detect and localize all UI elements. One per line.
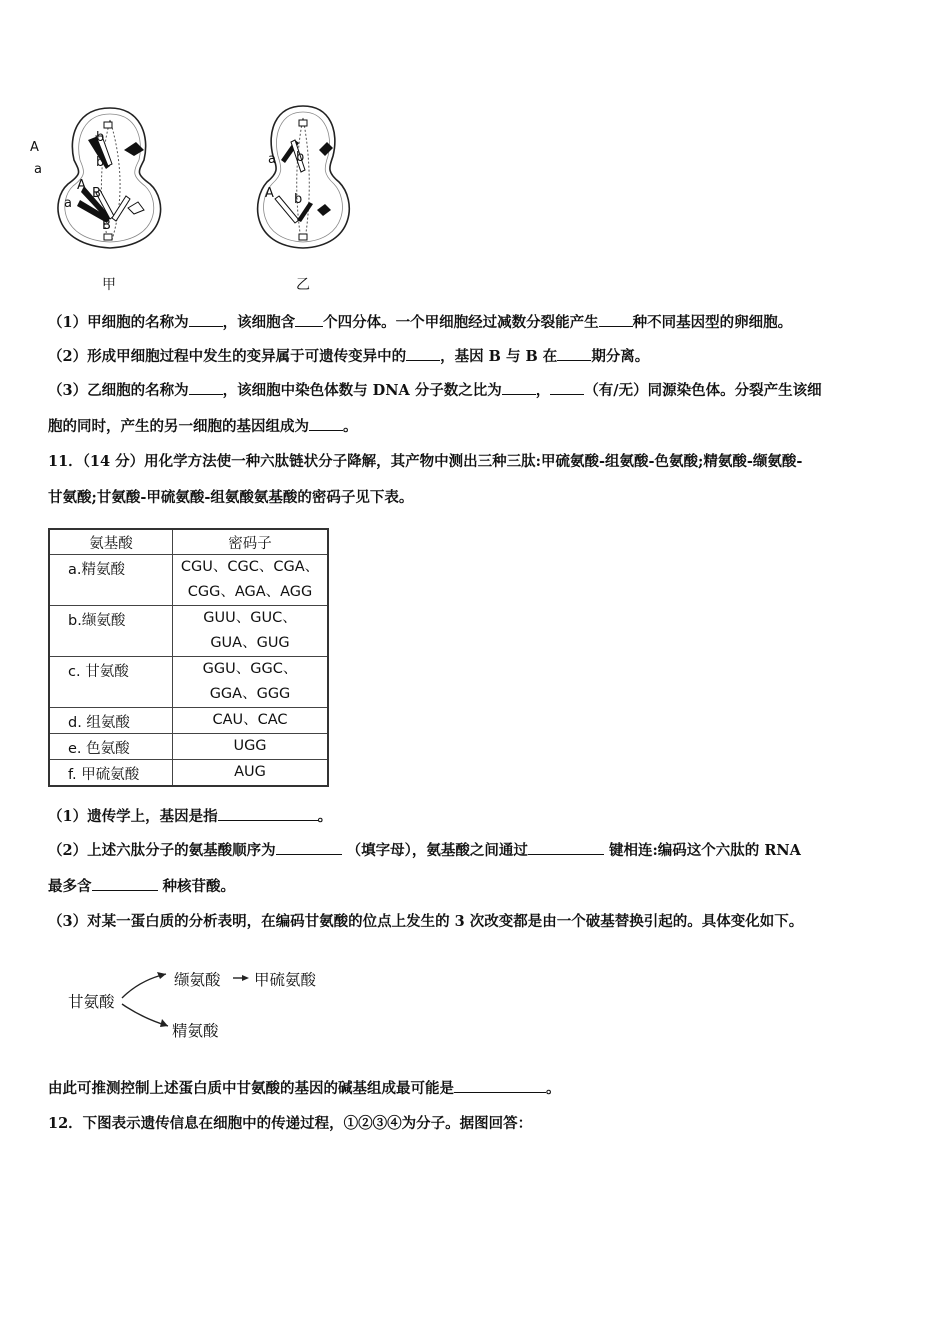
allele-label-A: A	[77, 178, 86, 193]
flow-start-glycine: 甘氨酸	[68, 993, 115, 1011]
answer-blank[interactable]	[276, 840, 342, 855]
allele-label-a: a	[268, 152, 276, 167]
answer-blank[interactable]	[528, 840, 604, 855]
allele-label-b: b	[296, 150, 305, 165]
allele-label-A: A	[265, 186, 274, 201]
q11-part3: （3）对某一蛋白质的分析表明，在编码甘氨酸的位点上发生的 3 次改变都是由一个破基替换引起的。具体变化如下。	[48, 913, 804, 930]
q10-part3: （3）乙细胞的名称为 ，该细胞中染色体数与 DNA 分子数之比为 ， （有/无）同源染色体。分裂产生该细	[48, 382, 822, 399]
flow-valine: 缬氨酸	[174, 971, 221, 989]
table-row: f. 甲硫氨酸 AUG	[49, 760, 328, 787]
table-row: c. 甘氨酸 GGU、GGC、 GGA、GGG	[49, 657, 328, 708]
answer-blank[interactable]	[599, 312, 633, 327]
answer-blank[interactable]	[295, 312, 323, 327]
flow-arginine: 精氨酸	[172, 1022, 219, 1040]
allele-label-a: a	[34, 162, 42, 177]
table-row: a.精氨酸 CGU、CGC、CGA、 CGG、AGA、AGG	[49, 555, 328, 606]
allele-label-a: a	[64, 196, 72, 211]
cell-yi-caption: 乙	[296, 277, 310, 293]
allele-label-b: b	[96, 130, 105, 145]
allele-label-A: A	[30, 140, 39, 155]
codon-table	[48, 528, 329, 787]
cell-yi-diagram	[245, 100, 365, 265]
answer-blank[interactable]	[189, 380, 223, 395]
cell-jia-diagram	[40, 100, 180, 265]
answer-blank[interactable]	[189, 312, 223, 327]
q10-part1: （1）甲细胞的名称为 ，该细胞含 个四分体。一个甲细胞经过减数分裂能产生 种不同基因型的卵细胞。	[48, 314, 793, 331]
answer-blank[interactable]	[218, 806, 318, 821]
answer-blank[interactable]	[454, 1078, 546, 1093]
answer-blank[interactable]	[502, 380, 536, 395]
answer-blank[interactable]	[550, 380, 584, 395]
cell-jia-caption: 甲	[102, 277, 116, 293]
q11-part1: （1）遗传学上，基因是指 。	[48, 808, 333, 825]
q10-part3-cont: 胞的同时，产生的另一细胞的基因组成为 。	[48, 418, 358, 435]
answer-blank[interactable]	[406, 346, 440, 361]
table-row: d. 组氨酸 CAU、CAC	[49, 708, 328, 734]
answer-blank[interactable]	[557, 346, 591, 361]
q11-intro: 11．（14 分）用化学方法使一种六肽链状分子降解，其产物中测出三种三肽:甲硫氨酸-组氨酸-色氨酸;精氨酸-缬氨酸-	[48, 453, 803, 470]
table-row: e. 色氨酸 UGG	[49, 734, 328, 760]
q11-intro-cont: 甘氨酸;甘氨酸-甲硫氨酸-组氨酸氨基酸的密码子见下表。	[48, 489, 414, 506]
allele-label-B: B	[102, 218, 111, 233]
table-row: b.缬氨酸 GUU、GUC、 GUA、GUG	[49, 606, 328, 657]
table-header: 氨基酸	[49, 529, 173, 555]
table-header: 密码子	[173, 529, 329, 555]
allele-label-b: b	[294, 192, 303, 207]
allele-label-b: b	[96, 155, 105, 170]
q11-part2: （2）上述六肽分子的氨基酸顺序为 （填字母），氨基酸之间通过 键相连:编码这个六肽的 RNA	[48, 842, 801, 859]
allele-label-B: B	[92, 186, 101, 201]
answer-blank[interactable]	[309, 416, 343, 431]
q10-part2: （2）形成甲细胞过程中发生的变异属于可遗传变异中的 ，基因 B 与 B 在 期分离。	[48, 348, 650, 365]
q11-conclusion: 由此可推测控制上述蛋白质中甘氨酸的基因的碱基组成最可能是 。	[48, 1080, 561, 1097]
q12-intro: 12．下图表示遗传信息在细胞中的传递过程，①②③④为分子。据图回答：	[48, 1115, 533, 1132]
answer-blank[interactable]	[92, 876, 158, 891]
q11-part2-cont: 最多含 种核苷酸。	[48, 878, 236, 895]
flow-methionine: 甲硫氨酸	[254, 971, 317, 989]
